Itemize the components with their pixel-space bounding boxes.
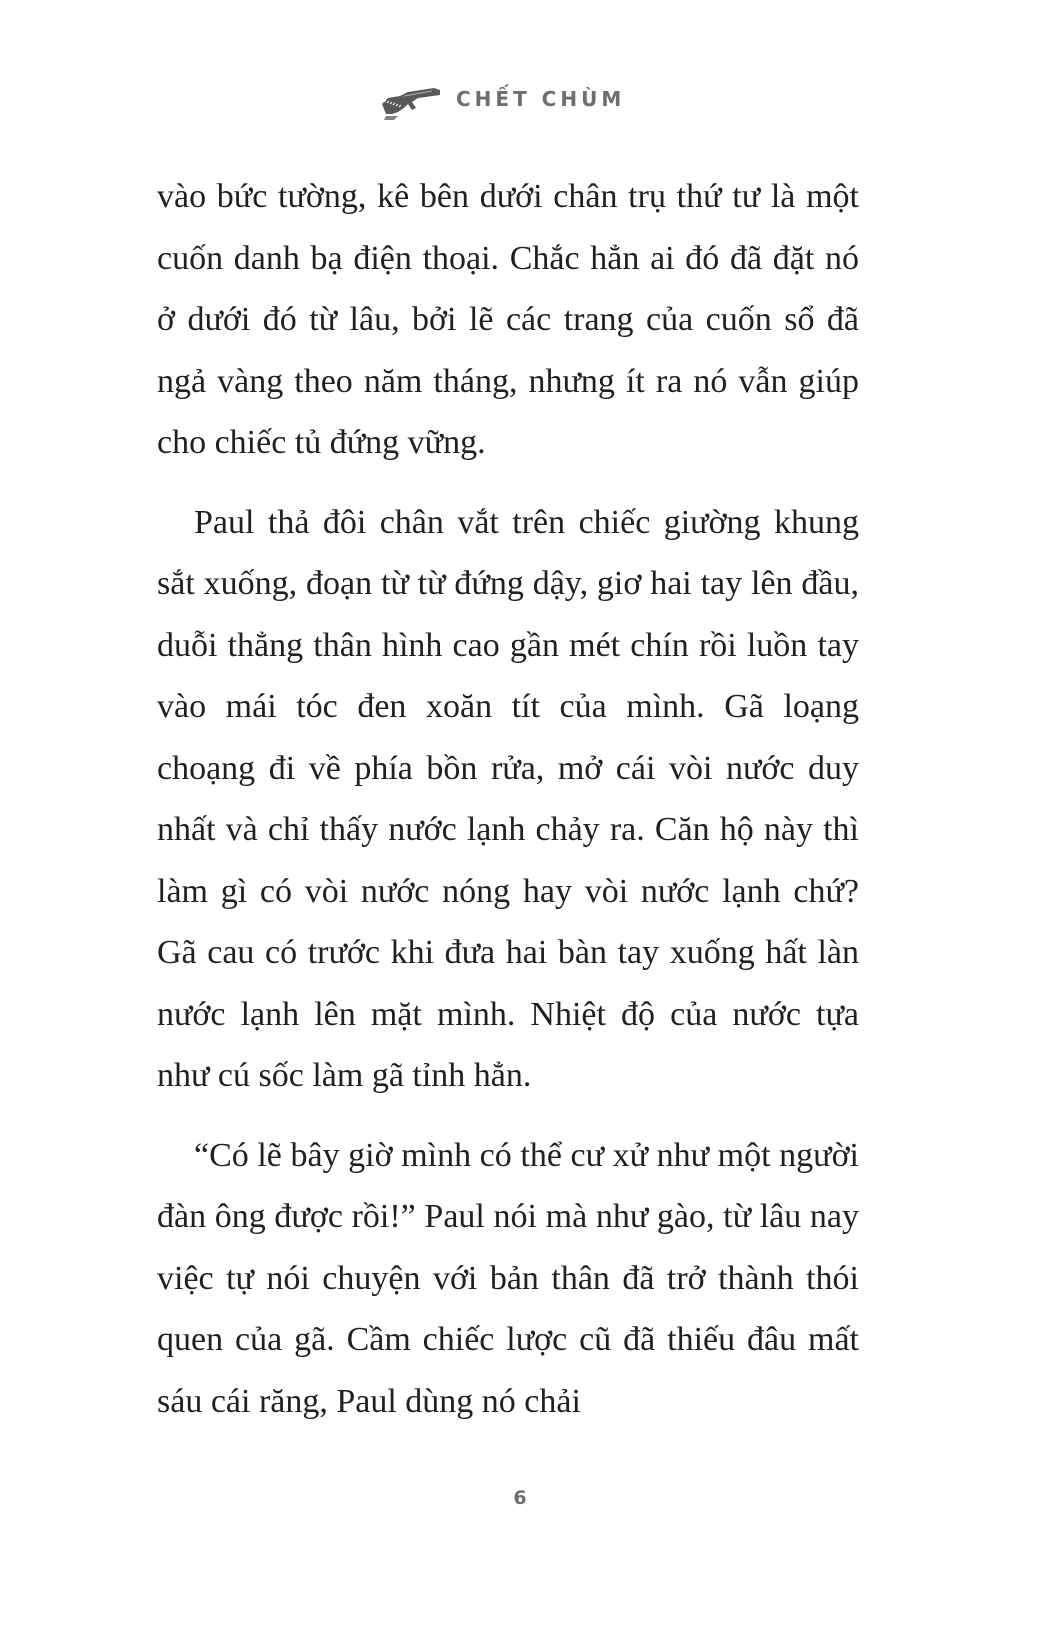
page-number: 6	[513, 1487, 527, 1509]
paragraph: Paul thả đôi chân vắt trên chiếc giường khung sắt xuống, đoạn từ từ đứng dậy, giơ hai tay lên đầu, duỗi thẳng thân hình cao gần mét chín rồi luồn tay vào mái tóc đen xoăn tít của mình. Gã loạng choạng đi về phía bồn rửa, mở cái vòi nước duy nhất và chỉ thấy nước lạnh chảy ra. Căn hộ này thì làm gì có vòi nước nóng hay vòi nước lạnh chứ? Gã cau có trước khi đưa hai bàn tay xuống hất làn nước lạnh lên mặt mình. Nhiệt độ của nước tựa như cú sốc làm gã tỉnh hẳn.	[157, 503, 859, 1094]
running-header-title: CHẾT CHÙM	[456, 87, 626, 111]
body-text	[157, 166, 859, 1432]
paragraph: “Có lẽ bây giờ mình có thể cư xử như một người đàn ông được rồi!” Paul nói mà như gào, từ lâu nay việc tự nói chuyện với bản thân đã trở thành thói quen của gã. Cầm chiếc lược cũ đã thiếu đâu mất sáu cái răng, Paul dùng nó chải	[157, 1136, 859, 1420]
paragraph: vào bức tường, kê bên dưới chân trụ thứ tư là một cuốn danh bạ điện thoại. Chắc hẳn ai đó đã đặt nó ở dưới đó từ lâu, bởi lẽ các trang của cuốn sổ đã ngả vàng theo năm tháng, nhưng ít ra nó vẫn giúp cho chiếc tủ đứng vững.	[157, 178, 859, 461]
running-header	[378, 74, 625, 124]
revolver-icon	[378, 74, 444, 124]
